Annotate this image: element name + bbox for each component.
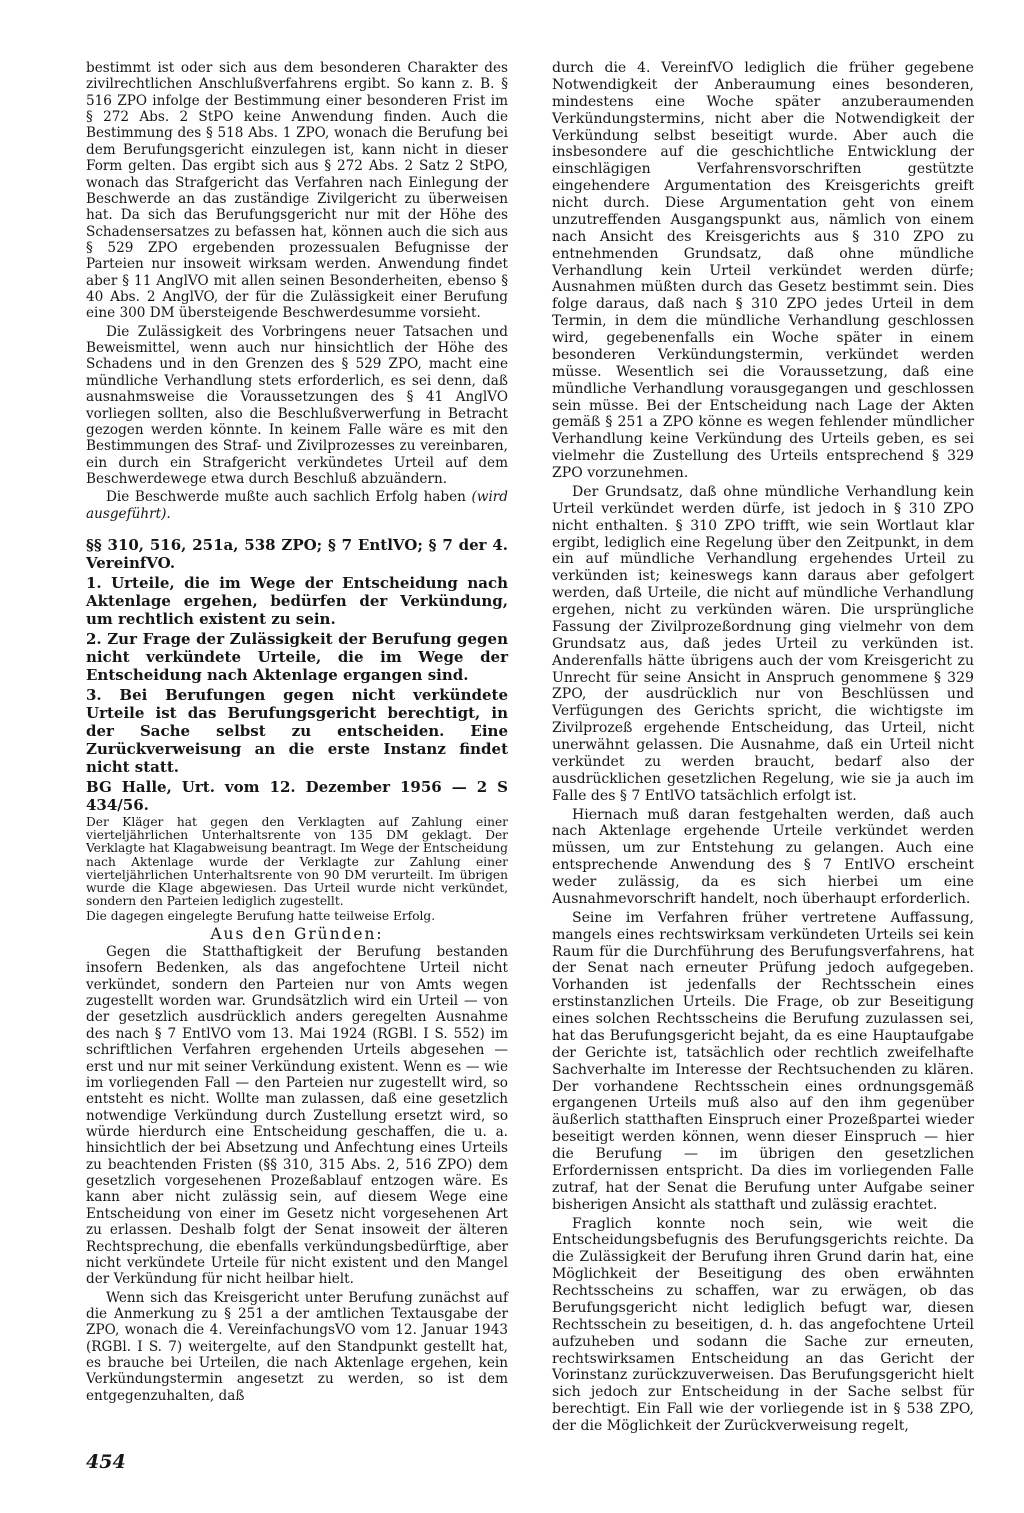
paragraph: Fraglich konnte noch sein, wie weit die Entscheidungsbefugnis des Berufungsgerichts reichte. Da die Zulässigkeit der Berufung ihren Grund darin hat, eine Möglichkeit der Beseitigung des oben erwähnten Rechtsscheins zu schaffen, war zu erwägen, ob das Berufungsgericht nicht lediglich befugt war, diesen Rechtsschein zu beseitigen, d. h. das angefochtene Urteil aufzuheben und sodann die Sache zur erneuten, rechtswirksamen Entscheidung an das Gericht der Vorinstanz zurückzuverweisen. Das Berufungsgericht hielt sich jedoch zur Entscheidung in der Sache selbst für berechtigt. Ein Fall wie der vorliegende ist in § 538 ZPO, der die Möglichkeit der Zurückverweisung regelt,: [552, 1215, 974, 1434]
paragraph: Seine im Verfahren früher vertretene Auffassung, mangels eines rechtswirksam verkündeten Urteils sei kein Raum für die Durchführung des Berufungsverfahrens, hat der Senat nach erneuter Prüfung jedoch aufgegeben. Vorhanden ist jedenfalls der Rechtsschein eines erstinstanzlichen Urteils. Die Frage, ob zur Beseitigung eines solchen Rechtsscheins die Berufung zuzulassen sei, hat das Berufungsgericht bejaht, da es eine Hauptaufgabe der Gerichte ist, tatsächlich oder rechtlich zweifelhafte Sachverhalte im Interesse der Rechtsuchenden zu klären. Der vorhandene Rechtsschein eines ordnungsgemäß ergangenen Urteils muß also auf den ihm gegenüber äußerlich statthaften Einspruch einer Prozeßpartei wieder beseitigt werden können, wenn dieser Einspruch — hier die Berufung — im übrigen den gesetzlichen Erfordernissen entspricht. Da dies im vorliegenden Falle zutraf, hat der Senat die Berufung unter Aufgabe seiner bisherigen Ansicht als statthaft und zulässig erachtet.: [552, 909, 974, 1213]
paragraph: Hiernach muß daran festgehalten werden, daß auch nach Aktenlage ergehende Urteile verkündet werden müssen, um zur Entstehung zu gelangen. Auch eine entsprechende Anwendung des § 7 EntlVO erscheint weder zulässig, da es sich hierbei um eine Ausnahmevorschrift handelt, noch überhaupt erforderlich.: [552, 806, 974, 907]
paragraph-text: Die Beschwerde mußte auch sachlich Erfolg haben: [106, 489, 466, 506]
paragraph: [86, 489, 508, 522]
paragraph: durch die 4. VereinfVO lediglich die früher gegebene Notwendigkeit der Anberaumung eines besonderen, mindestens eine Woche später anzuberaumenden Verkündungstermins, nicht aber die Notwendigkeit der Verkündung selbst beseitigt wurde. Aber auch die insbesondere auf die geschichtliche Entwicklung der einschlägigen Verfahrensvorschriften gestützte eingehendere Argumentation des Kreisgerichts greift nicht durch. Diese Argumentation geht von einem unzutreffenden Ausgangspunkt aus, nämlich von einem nach Ansicht des Kreisgerichts aus § 310 ZPO zu entnehmenden Grundsatz, daß ohne mündliche Verhandlung kein Urteil verkündet werden dürfe; Ausnahmen müßten durch das Gesetz bestimmt sein. Dies folge daraus, daß nach § 310 ZPO jedes Urteil in dem Termin, in dem die mündliche Verhandlung geschlossen wird, gegebenenfalls ein Woche später in einem besonderen Verkündungstermin, verkündet werden müsse. Wesentlich sei die Voraussetzung, daß eine mündliche Verhandlung vorausgegangen und geschlossen sein müsse. Bei der Entscheidung nach Lage der Akten gemäß § 251 a ZPO könne es wegen fehlender mündlicher Verhandlung keine Verkündung des Urteils geben, es sei vielmehr die Zustellung des Urteils entsprechend § 329 ZPO vorzunehmen.: [552, 60, 974, 481]
decision-citation: BG Halle, Urt. vom 12. Dezember 1956 — 2 S 434/56.: [86, 778, 508, 815]
editorial-note: (wird ausgeführt).: [86, 489, 508, 522]
headnote-3: 3. Bei Berufungen gegen nicht verkündete Urteile ist das Berufungsgericht berechtigt, in der Sache selbst zu entscheiden. Eine Zurückverweisung an die erste Instanz findet nicht statt.: [86, 686, 508, 777]
page-number: 454: [86, 1451, 126, 1473]
reasons-subheading: Aus den Gründen:: [210, 924, 384, 943]
paragraph: Der Grundsatz, daß ohne mündliche Verhandlung kein Urteil verkündet werden dürfe, ist jedoch in § 310 ZPO nicht enthalten. § 310 ZPO trifft, wie sein Wortlaut klar ergibt, lediglich eine Regelung über den Zeitpunkt, in dem ein auf mündliche Verhandlung ergehendes Urteil zu verkünden ist; keineswegs kann daraus aber gefolgert werden, daß Urteile, die nicht auf mündliche Verhandlung ergehen, nicht zu verkünden wären. Die ursprüngliche Fassung der Zivilprozeßordnung ging vielmehr von dem Grundsatz aus, daß jedes Urteil zu verkünden ist. Anderenfalls hätte übrigens auch der vom Kreisgericht zu Unrecht für seine Ansicht in Anspruch genommene § 329 ZPO, der ausdrücklich nur von Beschlüssen und Verfügungen des Gerichts spricht, die wichtigste im Zivilprozeß ergehende Entscheidung, das Urteil, nicht unerwähnt gelassen. Die Ausnahme, daß ein Urteil nicht verkündet zu werden braucht, bedarf also der ausdrücklichen gesetzlichen Regelung, wie sie ja auch im Falle des § 7 EntlVO tatsächlich erfolgt ist.: [552, 483, 974, 804]
paragraph: Wenn sich das Kreisgericht unter Berufung zunächst auf die Anmerkung zu § 251 a der amtlichen Textausgabe der ZPO, wonach die 4. VereinfachungsVO vom 12. Januar 1943 (RGBl. I S. 7) weitergelte, auf den Standpunkt gestellt hat, es brauche bei Urteilen, die nach Aktenlage ergehen, kein Verkündungstermin angesetzt zu werden, so ist dem entgegenzuhalten, daß: [86, 1289, 508, 1404]
section-heading: §§ 310, 516, 251a, 538 ZPO; § 7 EntlVO; § 7 der 4. VereinfVO.: [86, 536, 508, 573]
paragraph: Gegen die Statthaftigkeit der Berufung bestanden insofern Bedenken, als das angefochtene Urteil nicht verkündet, sondern den Parteien nur von Amts wegen zugestellt worden war. Grundsätzlich wird ein Urteil — von der gesetzlich ausdrücklich anders geregelten Ausnahme des nach § 7 EntlVO vom 13. Mai 1924 (RGBl. I S. 552) im schriftlichen Verfahren ergehenden Urteils abgesehen — erst und nur mit seiner Verkündung existent. Wenn es — wie im vorliegenden Fall — den Parteien nur zugestellt wird, so entsteht es nicht. Wollte man zulassen, daß eine gesetzlich notwendige Verkündung durch Zustellung ersetzt wird, so würde hierdurch eine Entscheidung geschaffen, die u. a. hinsichtlich der bei Absetzung und Anfechtung eines Urteils zu beachtenden Fristen (§§ 310, 315 Abs. 2, 516 ZPO) dem gesetzlich vorgesehenen Prozeßablauf entzogen wäre. Es kann aber nicht zulässig sein, auf diesem Wege eine Entscheidung von einer im Gesetz nicht vorgesehenen Art zu erlassen. Deshalb folgt der Senat insoweit der älteren Rechtsprechung, die ebenfalls verkündungsbedürftige, aber nicht verkündete Urteile für nicht existent und den Mangel der Verkündung für nicht heilbar hielt.: [86, 944, 508, 1288]
right-column: [552, 60, 974, 1437]
spacer: [86, 524, 508, 536]
headnote-2: 2. Zur Frage der Zulässigkeit der Berufung gegen nicht verkündete Urteile, die im Wege der Entscheidung nach Aktenlage ergangen sind.: [86, 630, 508, 685]
paragraph: Die Zulässigkeit des Vorbringens neuer Tatsachen und Beweismittel, wenn auch nur hinsichtlich der Höhe des Schadens und in den Grenzen des § 529 ZPO, macht eine mündliche Verhandlung stets erforderlich, es sei denn, daß ausnahmsweise die Voraussetzungen des § 41 AnglVO vorliegen sollten, also die Beschlußverwerfung in Betracht gezogen werden könnte. In keinem Falle wäre es mit den Bestimmungen des Straf- und Zivilprozesses zu vereinbaren, ein durch ein Strafgericht verkündetes Urteil auf dem Beschwerdewege etwa durch Beschluß abzuändern.: [86, 323, 508, 487]
left-column: [86, 60, 508, 1406]
headnote-1: 1. Urteile, die im Wege der Entscheidung nach Aktenlage ergehen, bedürfen der Verkündung, um rechtlich existent zu sein.: [86, 574, 508, 629]
facts-paragraph: Der Kläger hat gegen den Verklagten auf Zahlung einer vierteljährlichen Unterhaltsrente von 135 DM geklagt. Der Verklagte hat Klagabweisung beantragt. Im Wege der Entscheidung nach Aktenlage wurde der Verklagte zur Zahlung einer vierteljährlichen Unterhaltsrente von 90 DM verurteilt. Im übrigen wurde die Klage abgewiesen. Das Urteil wurde nicht verkündet, sondern den Parteien lediglich zugestellt.: [86, 815, 508, 909]
facts-paragraph: Die dagegen eingelegte Berufung hatte teilweise Erfolg.: [86, 909, 436, 924]
paragraph: bestimmt ist oder sich aus dem besonderen Charakter des zivilrechtlichen Anschlußverfahrens ergibt. So kann z. B. § 516 ZPO infolge der Bestimmung einer besonderen Frist im § 272 Abs. 2 StPO keine Anwendung finden. Auch die Bestimmung des § 518 Abs. 1 ZPO, wonach die Berufung bei dem Berufungsgericht einzulegen ist, kann nicht in dieser Form gelten. Das ergibt sich aus § 272 Abs. 2 Satz 2 StPO, wonach das Strafgericht das Verfahren nach Einlegung der Beschwerde an das zuständige Zivilgericht zu überweisen hat. Da sich das Berufungsgericht nur mit der Höhe des Schadensersatzes zu befassen hat, können auch die sich aus § 529 ZPO ergebenden prozessualen Befugnisse der Parteien nur insoweit wirksam werden. Anwendung findet aber § 11 AnglVO mit allen seinen Besonderheiten, ebenso § 40 Abs. 2 AnglVO, der für die Zulässigkeit einer Berufung eine 300 DM übersteigende Beschwerdesumme vorsieht.: [86, 60, 508, 322]
